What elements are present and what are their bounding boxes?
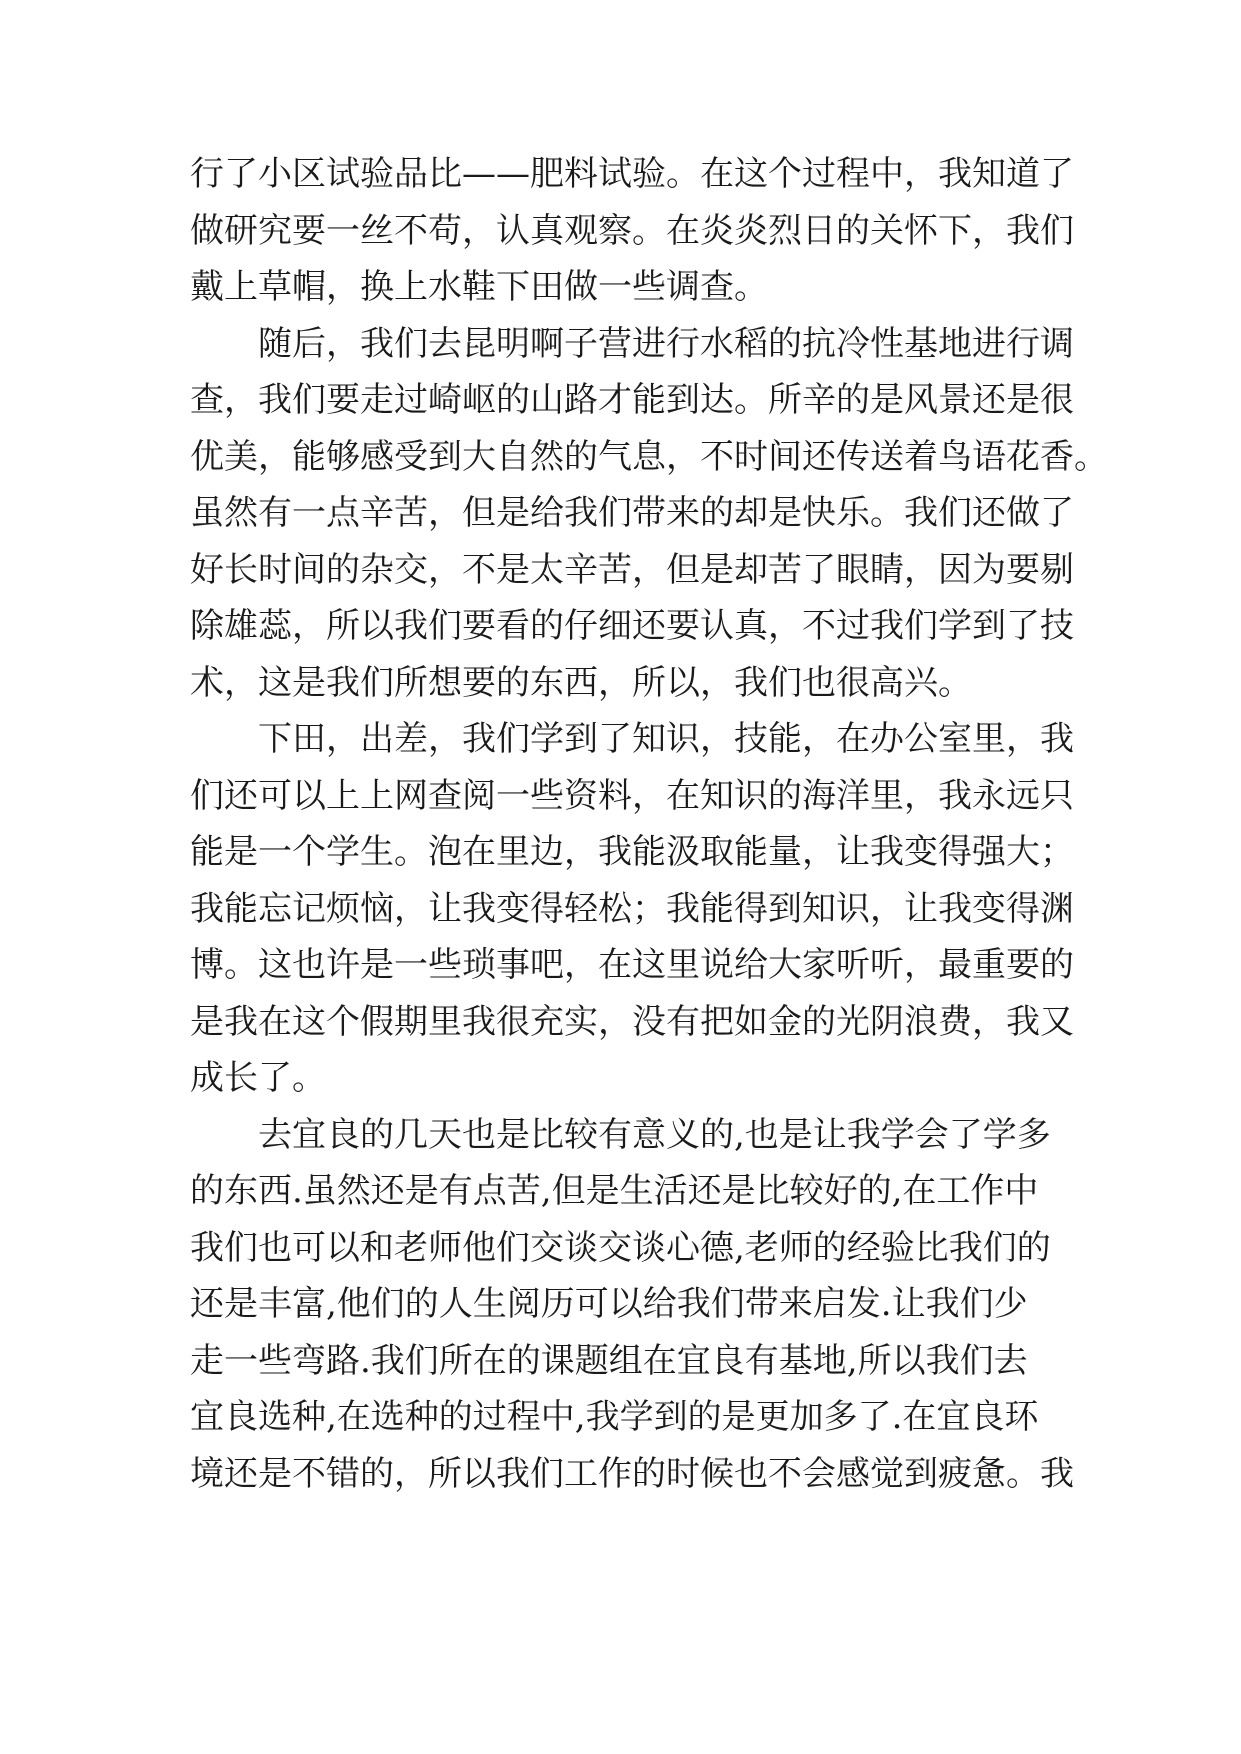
text-line: 查，我们要走过崎岖的山路才能到达。所辛的是风景还是很 [190, 380, 1074, 420]
text-line: 虽然有一点辛苦，但是给我们带来的却是快乐。我们还做了 [190, 493, 1074, 533]
text-line: 是我在这个假期里我很充实，没有把如金的光阴浪费，我又 [190, 1002, 1074, 1042]
text-line: 走一些弯路.我们所在的课题组在宜良有基地,所以我们去 [190, 1341, 1028, 1381]
text-line: 的东西.虽然还是有点苦,但是生活还是比较好的,在工作中 [190, 1171, 1039, 1211]
text-line: 我能忘记烦恼，让我变得轻松；我能得到知识，让我变得渊 [190, 889, 1074, 929]
text-line: 除雄蕊，所以我们要看的仔细还要认真，不过我们学到了技 [190, 606, 1074, 646]
text-line: 境还是不错的，所以我们工作的时候也不会感觉到疲惫。我 [190, 1454, 1074, 1494]
text-line: 博。这也许是一些琐事吧，在这里说给大家听听，最重要的 [190, 945, 1074, 985]
text-line: 成长了。 [190, 1058, 326, 1098]
paragraph-first-line: 去宜良的几天也是比较有意义的,也是让我学会了学多 [258, 1115, 1051, 1155]
text-line: 术，这是我们所想要的东西，所以，我们也很高兴。 [190, 663, 972, 703]
text-line: 宜良选种,在选种的过程中,我学到的是更加多了.在宜良环 [190, 1397, 1039, 1437]
text-line: 们还可以上上网查阅一些资料，在知识的海洋里，我永远只 [190, 776, 1074, 816]
text-line: 我们也可以和老师他们交谈交谈心德,老师的经验比我们的 [190, 1228, 1051, 1268]
text-line: 戴上草帽，换上水鞋下田做一些调查。 [190, 267, 768, 307]
paragraph-first-line: 下田，出差，我们学到了知识，技能，在办公室里，我 [258, 719, 1074, 759]
text-line: 能是一个学生。泡在里边，我能汲取能量，让我变得强大； [190, 832, 1074, 872]
text-line: 优美，能够感受到大自然的气息，不时间还传送着鸟语花香。 [190, 437, 1108, 477]
text-line: 还是丰富,他们的人生阅历可以给我们带来启发.让我们少 [190, 1284, 1028, 1324]
text-line: 好长时间的杂交，不是太辛苦，但是却苦了眼睛，因为要剔 [190, 550, 1074, 590]
text-line: 做研究要一丝不苟，认真观察。在炎炎烈日的关怀下，我们 [190, 211, 1074, 251]
paragraph-first-line: 随后，我们去昆明啊子营进行水稻的抗冷性基地进行调 [258, 324, 1074, 364]
text-line: 行了小区试验品比——肥料试验。在这个过程中，我知道了 [190, 154, 1074, 194]
